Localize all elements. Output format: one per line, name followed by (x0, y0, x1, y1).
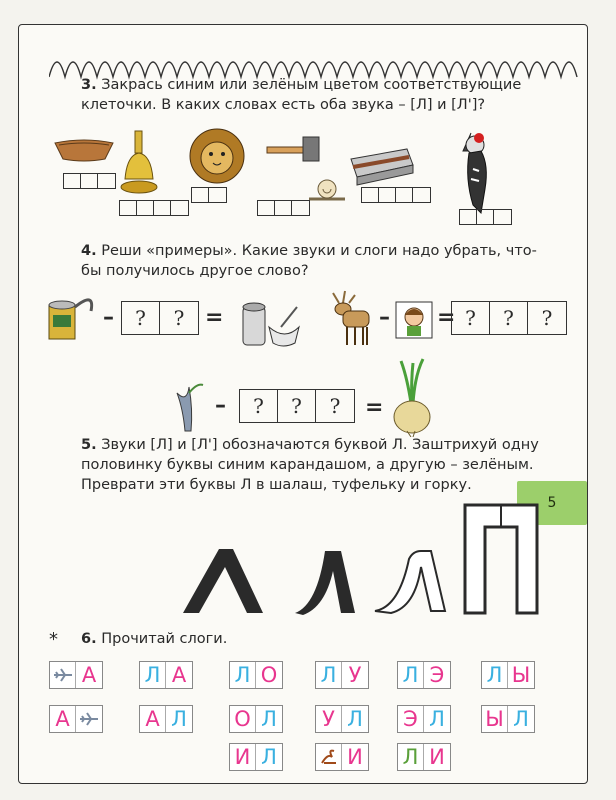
syllable-card: Э Л (397, 705, 451, 733)
boat-icon (53, 133, 115, 163)
syllable-card: Л Ы (481, 661, 535, 689)
sound-boxes[interactable] (257, 200, 310, 216)
swan-icon (316, 744, 342, 770)
salt-shaker-icon (237, 297, 305, 349)
task5-text: 5. Звуки [Л] и [Л'] обозначаются буквой Л. Заштрихуй одну половинку буквы синим карандашом, а другую – зелёным. Преврати эти буквы Л в шалаш, туфельку и горку. (81, 437, 539, 493)
syllable-card: Ы Л (481, 705, 535, 733)
bell-icon (117, 129, 161, 199)
equals-sign: = (365, 395, 384, 420)
answer-boxes[interactable]: ? ? (121, 301, 199, 335)
answer-boxes[interactable]: ? ? ? (451, 301, 567, 335)
task4-text: 4. Реши «примеры». Какие звуки и слоги надо убрать, что- бы получилось другое слово? (81, 243, 537, 279)
syllable-card: Л Э (397, 661, 451, 689)
airplane-icon (50, 662, 76, 688)
letter-l-hill[interactable] (369, 545, 449, 617)
letter-l-tent[interactable] (179, 545, 267, 617)
elk-icon (325, 287, 377, 349)
hammer-icon (265, 133, 323, 163)
girl-icon (395, 301, 433, 339)
sound-boxes[interactable] (119, 200, 189, 216)
minus-sign: – (103, 305, 114, 330)
answer-boxes[interactable]: ? ? ? (239, 389, 355, 423)
letter-l-outline[interactable] (461, 501, 541, 619)
syllable-card: У Л (315, 705, 369, 733)
woodpecker-icon (459, 129, 503, 215)
onion-icon (387, 357, 437, 437)
syllable-card: Л У (315, 661, 369, 689)
lion-icon (187, 127, 247, 185)
syllable-card: И (315, 743, 369, 771)
pencil-case-icon (347, 143, 417, 187)
page-number-tab: 5 (517, 481, 587, 525)
task6-text: 6. Прочитай слоги. (81, 631, 228, 647)
syllable-card: А Л (139, 705, 193, 733)
letter-l-shoe[interactable] (289, 545, 359, 617)
syllable-card: Л О (229, 661, 283, 689)
minus-sign: – (379, 305, 390, 330)
sound-boxes[interactable] (63, 173, 116, 189)
sound-boxes[interactable] (459, 209, 512, 225)
syllable-card: О Л (229, 705, 283, 733)
syllable-card: А (49, 661, 103, 689)
tin-can-icon (43, 287, 105, 349)
star-mark: * (49, 629, 58, 650)
sound-boxes[interactable] (191, 187, 227, 203)
syllable-card: Л И (397, 743, 451, 771)
tree-sprout-icon (169, 379, 205, 433)
equals-sign: = (205, 305, 224, 330)
sound-boxes[interactable] (361, 187, 431, 203)
syllable-card: И Л (229, 743, 283, 771)
task3-text: 3. Закрась синим или зелёным цветом соответствующие клеточки. В каких словах есть оба звука – [Л] и [Л']? (81, 77, 522, 113)
minus-sign: – (215, 393, 226, 418)
workbook-page (18, 24, 588, 784)
snail-icon (307, 177, 347, 203)
syllable-card: Л А (139, 661, 193, 689)
airplane-icon (76, 706, 102, 732)
equals-sign: = (437, 305, 456, 330)
syllable-card: А (49, 705, 103, 733)
